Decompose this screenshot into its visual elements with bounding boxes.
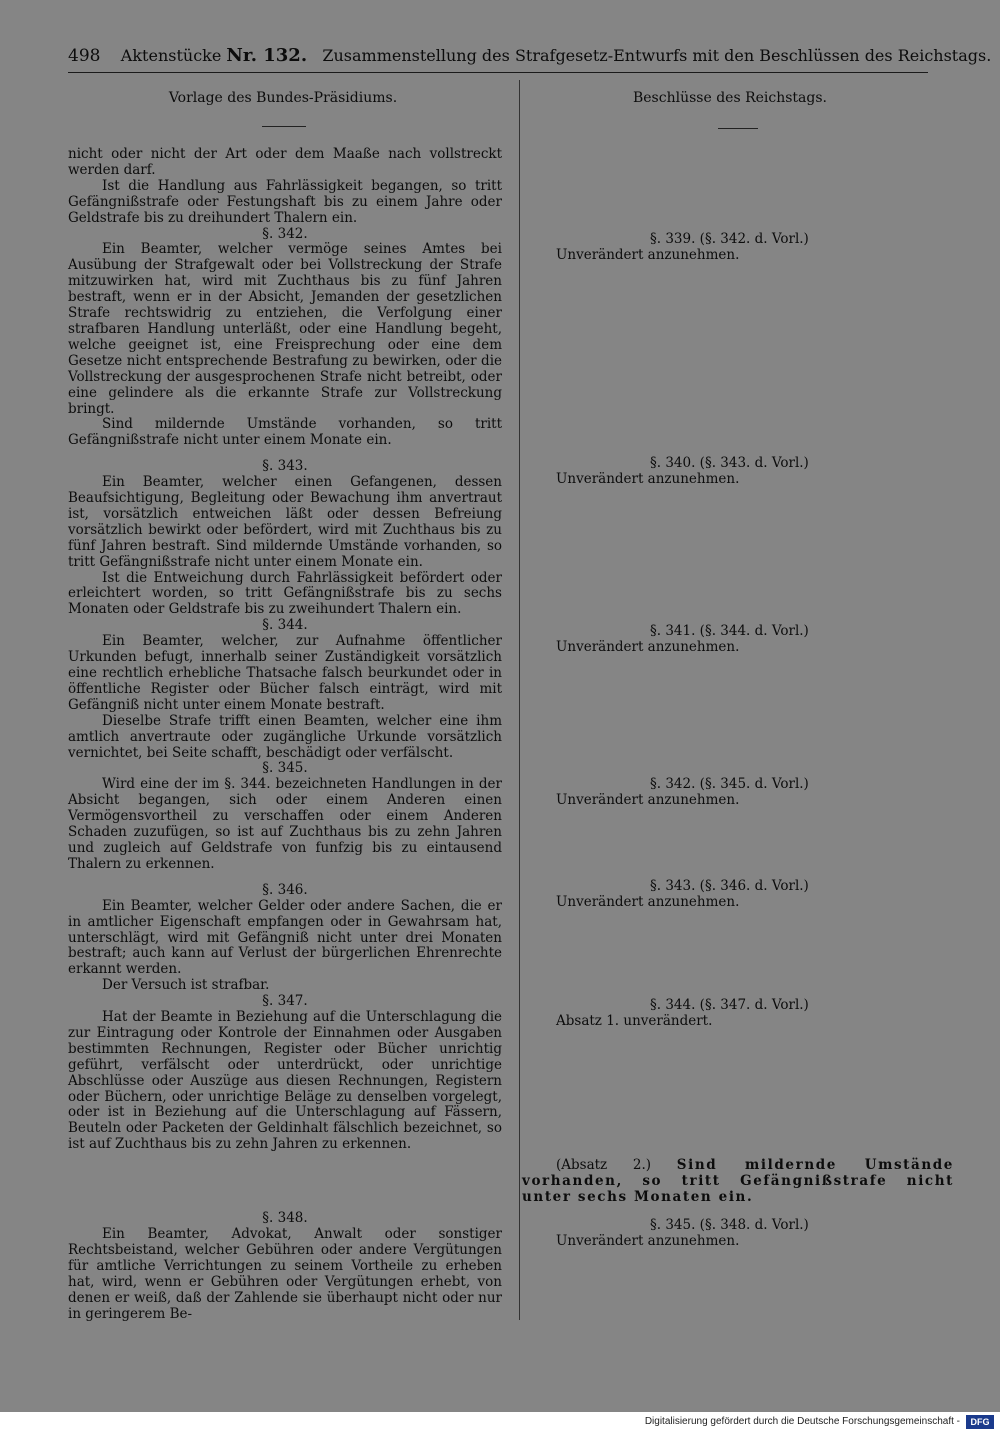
- section-heading-342: §. 342.: [262, 225, 308, 242]
- resolution-body: Unverändert anzunehmen.: [556, 638, 740, 655]
- paragraph: Hat der Beamte in Beziehung auf die Unterschlagung die zur Eintragung oder Kontrole der Einnahmen oder Ausgaben bestimmten Rechnungen, Register oder Bücher unrichtig geführt, verfälscht oder unterdrückt, oder unrichtige Abschlüsse oder Auszüge aus diesen Rechnungen, Registern oder Büchern, oder unrichtige Beläge zu denselben vorgelegt, oder ist in Beziehung auf die Unterschlagung auf Fässern, Beuteln oder Packeten der Geldinhalt fälschlich bezeichnet, so ist auf Zuchthaus bis zu zehn Jahren zu erkennen.: [68, 1009, 502, 1153]
- section-heading-348: §. 348.: [262, 1210, 308, 1227]
- section-heading-347: §. 347.: [262, 993, 308, 1010]
- paragraph: Ein Beamter, Advokat, Anwalt oder sonstiger Rechtsbeistand, welcher Gebühren oder andere Vergütungen für amtliche Verrichtungen zu seinem Vortheile zu erheben hat, wird, wenn er Gebühren oder Vergütungen erhebt, von denen er weiß, daß der Zahlende sie überhaupt nicht oder nur in geringerem Be-: [68, 1226, 502, 1322]
- doc-label: Aktenstücke: [120, 46, 222, 65]
- resolution-body: Unverändert anzunehmen.: [556, 791, 740, 808]
- footer-bar: [0, 1412, 1000, 1432]
- resolution-body: Unverändert anzunehmen.: [556, 470, 740, 487]
- resolution-344: [520, 998, 930, 1030]
- resolution-body: Absatz 1. unverändert.: [556, 1012, 713, 1029]
- column-divider: [519, 80, 520, 1320]
- resolution-heading: §. 342. (§. 345. d. Vorl.): [650, 776, 809, 792]
- section-heading-346: §. 346.: [262, 881, 308, 898]
- doc-number: Nr. 132.: [226, 45, 308, 66]
- paragraph: Ein Beamter, welcher, zur Aufnahme öffentlicher Urkunden befugt, innerhalb seiner Zuständigkeit vorsätzlich eine rechtlich erhebliche Thatsache falsch beurkundet oder in öffentliche Register oder Bücher falsch einträgt, wird mit Gefängniß nicht unter einem Monate bestraft.: [68, 633, 502, 713]
- paragraph: Ein Beamter, welcher vermöge seines Amtes bei Ausübung der Strafgewalt oder bei Vollstreckung der Strafe mitzuwirken hat, wird mit Zuchthaus bis zu fünf Jahren bestraft, wenn er in der Absicht, Jemanden der gesetzlichen Strafe rechtswidrig zu entziehen, die Verfolgung einer strafbaren Handlung unterläßt, oder eine Handlung begeht, welche geeignet ist, eine Freisprechung oder eine dem Gesetze nicht entsprechende Bestrafung zu bewirken, oder die Vollstreckung der ausgesprochenen Strafe nicht betreibt, oder eine gelindere als die erkannte Strafe zur Vollstreckung bringt.: [68, 241, 502, 417]
- resolution-body: Unverändert anzunehmen.: [556, 246, 740, 263]
- page-header: [68, 44, 992, 68]
- section-heading-344: §. 344.: [262, 617, 308, 634]
- resolution-343: [520, 879, 930, 911]
- resolution-heading: §. 339. (§. 342. d. Vorl.): [650, 231, 809, 247]
- paragraph: nicht oder nicht der Art oder dem Maaße nach vollstreckt werden darf.: [68, 146, 502, 178]
- resolution-heading: §. 340. (§. 343. d. Vorl.): [650, 455, 809, 471]
- paragraph: Wird eine der im §. 344. bezeichneten Handlungen in der Absicht begangen, sich oder einem Anderen einen Vermögensvortheil zu verschaffen oder einem Anderen Schaden zuzufügen, so ist auf Zuchthaus bis zu zehn Jahren und zugleich auf Geldstrafe von funfzig bis zu eintausend Thalern zu erkennen.: [68, 776, 502, 872]
- resolution-339: [520, 232, 930, 264]
- paragraph: Ein Beamter, welcher Gelder oder andere Sachen, die er in amtlicher Eigenschaft empfangen oder in Gewahrsam hat, unterschlägt, wird mit Gefängniß nicht unter drei Monaten bestraft; auch kann auf Verlust der bürgerlichen Ehrenrechte erkannt werden.: [68, 897, 502, 978]
- section-heading-343: §. 343.: [262, 458, 308, 475]
- left-column-text: [68, 147, 502, 1323]
- resolution-body: Unverändert anzunehmen.: [556, 893, 740, 910]
- dfg-logo: DFG: [966, 1415, 994, 1429]
- header-rule: [68, 72, 928, 73]
- paragraph: Ein Beamter, welcher einen Gefangenen, dessen Beaufsichtigung, Begleitung oder Bewachung ihm anvertraut ist, vorsätzlich entweichen läßt oder dessen Befreiung vorsätzlich bewirkt oder befördert, wird mit Zuchthaus bis zu fünf Jahren bestraft. Sind mildernde Umstände vorhanden, so tritt Gefängnißstrafe nicht unter einem Monate ein.: [68, 474, 502, 570]
- resolution-345: [520, 1218, 930, 1250]
- resolution-344-absatz-2: [522, 1158, 954, 1206]
- paragraph: Ist die Handlung aus Fahrlässigkeit begangen, so tritt Gefängnißstrafe oder Festungshaft bis zu einem Jahre oder Geldstrafe bis zu dreihundert Thalern ein.: [68, 177, 502, 226]
- page-title: Zusammenstellung des Strafgesetz-Entwurfs mit den Beschlüssen des Reichstags.: [322, 46, 992, 65]
- resolution-heading: §. 345. (§. 348. d. Vorl.): [650, 1217, 809, 1233]
- resolution-heading: §. 341. (§. 344. d. Vorl.): [650, 623, 809, 639]
- right-column-heading: Beschlüsse des Reichstags.: [632, 90, 827, 106]
- resolution-heading: §. 344. (§. 347. d. Vorl.): [650, 997, 809, 1013]
- absatz-label: (Absatz 2.): [556, 1157, 652, 1173]
- right-heading-rule: [718, 128, 758, 129]
- paragraph: Der Versuch ist strafbar.: [102, 977, 270, 994]
- left-column-heading: Vorlage des Bundes-Präsidiums.: [168, 90, 398, 106]
- paragraph: Sind mildernde Umstände vorhanden, so tritt Gefängnißstrafe nicht unter einem Monate ein.: [68, 416, 502, 449]
- resolution-341: [520, 624, 930, 656]
- section-heading-345: §. 345.: [262, 760, 308, 777]
- page-number: 498: [68, 46, 101, 66]
- paragraph: Dieselbe Strafe trifft einen Beamten, welcher eine ihm amtlich anvertraute oder zugängliche Urkunde vorsätzlich vernichtet, bei Seite schafft, beschädigt oder verfälscht.: [68, 712, 502, 761]
- resolution-340: [520, 456, 930, 488]
- footer-credit: Digitalisierung gefördert durch die Deutsche Forschungsgemeinschaft -: [644, 1416, 960, 1427]
- resolution-heading: §. 343. (§. 346. d. Vorl.): [650, 878, 809, 894]
- paragraph: Ist die Entweichung durch Fahrlässigkeit befördert oder erleichtert worden, so tritt Gefängnißstrafe bis zu sechs Monaten oder Geldstrafe bis zu zweihundert Thalern ein.: [68, 569, 502, 618]
- resolution-342: [520, 777, 930, 809]
- resolution-body: Unverändert anzunehmen.: [556, 1232, 740, 1249]
- left-heading-rule: [262, 126, 306, 127]
- absatz-text: Sind mildernde Umstände vorhanden, so tritt Gefängnißstrafe nicht unter sechs Monaten ein.: [522, 1157, 954, 1205]
